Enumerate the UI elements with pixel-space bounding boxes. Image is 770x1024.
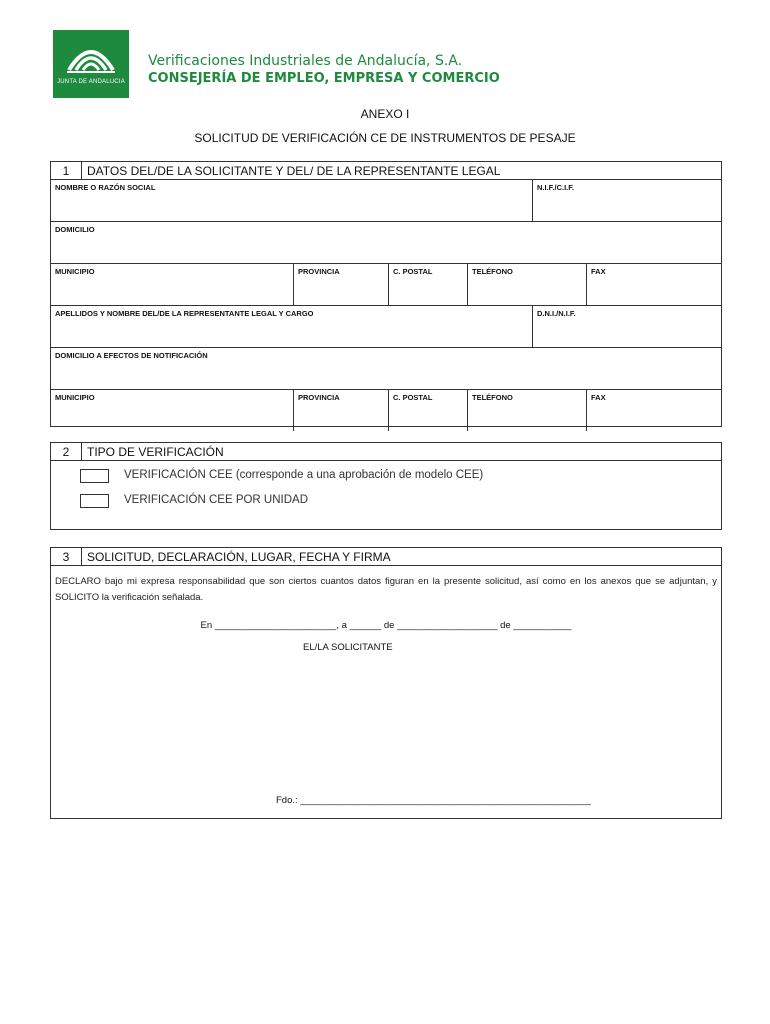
nif-field[interactable] <box>532 180 722 221</box>
annex-label: ANEXO I <box>360 107 410 121</box>
declaration-text: DECLARO bajo mi expresa responsabilidad que son ciertos cuantos datos figuran en la presente solicitud, así como en los anexos que se adjuntan, y SOLICITO la verificación señalada. <box>55 576 717 603</box>
section-title: TIPO DE VERIFICACIÓN <box>87 445 224 459</box>
ministry-name: CONSEJERÍA DE EMPLEO, EMPRESA Y COMERCIO <box>148 71 500 86</box>
field-label: FAX <box>591 267 606 276</box>
field-label: C. POSTAL <box>393 267 433 276</box>
form-row <box>51 306 721 348</box>
form-row <box>51 222 721 264</box>
section-number: 3 <box>51 548 82 565</box>
representative-field[interactable] <box>51 306 532 347</box>
phone-field-2[interactable] <box>467 390 586 431</box>
field-label: TELÉFONO <box>472 393 513 402</box>
field-label: MUNICIPIO <box>55 267 95 276</box>
fax-field[interactable] <box>586 264 721 305</box>
section-title: DATOS DEL/DE LA SOLICITANTE Y DEL/ DE LA REPRESENTANTE LEGAL <box>87 164 501 178</box>
section-1-applicant-data <box>50 161 722 427</box>
section-title: SOLICITUD, DECLARACIÓN, LUGAR, FECHA Y FIRMA <box>87 550 391 564</box>
field-label: MUNICIPIO <box>55 393 95 402</box>
municipality-field[interactable] <box>51 264 293 305</box>
address-field[interactable] <box>51 222 721 263</box>
section-number: 1 <box>51 162 82 179</box>
name-field[interactable] <box>51 180 532 221</box>
field-label: C. POSTAL <box>393 393 433 402</box>
form-row <box>51 264 721 306</box>
field-label: NOMBRE O RAZÓN SOCIAL <box>55 183 156 192</box>
form-row <box>51 348 721 390</box>
field-label: PROVINCIA <box>298 267 340 276</box>
section-2-verification-type <box>50 442 722 530</box>
phone-field[interactable] <box>467 264 586 305</box>
section-number: 2 <box>51 443 82 460</box>
logo-text: JUNTA DE ANDALUCIA <box>57 79 125 85</box>
form-row <box>51 180 721 222</box>
section-1-header <box>51 162 721 180</box>
postal-code-field[interactable] <box>388 264 467 305</box>
field-label: DOMICILIO <box>55 225 95 234</box>
province-field[interactable] <box>293 264 388 305</box>
junta-de-andalucia-logo <box>53 30 129 98</box>
field-label: FAX <box>591 393 606 402</box>
organization-name: Verificaciones Industriales de Andalucía, S.A. <box>148 53 463 69</box>
option-label: VERIFICACIÓN CEE (corresponde a una aprobación de modelo CEE) <box>124 469 484 481</box>
field-label: DOMICILIO A EFECTOS DE NOTIFICACIÓN <box>55 351 208 360</box>
notification-address-field[interactable] <box>51 348 721 389</box>
fax-field-2[interactable] <box>586 390 721 431</box>
municipality-field-2[interactable] <box>51 390 293 431</box>
document-title: SOLICITUD DE VERIFICACIÓN CE DE INSTRUMENTOS DE PESAJE <box>194 131 576 145</box>
place-date-line[interactable]: En _______________________, a ______ de ___________________ de ___________ <box>200 620 572 631</box>
logo-arches-icon <box>53 30 129 80</box>
section-3-header <box>51 548 721 566</box>
field-label: D.N.I./N.I.F. <box>537 309 576 318</box>
field-label: TELÉFONO <box>472 267 513 276</box>
province-field-2[interactable] <box>293 390 388 431</box>
signer-label: EL/LA SOLICITANTE <box>303 642 393 653</box>
form-row <box>51 390 721 431</box>
field-label: PROVINCIA <box>298 393 340 402</box>
checkbox[interactable] <box>80 494 109 508</box>
signature-line[interactable]: Fdo.: _______________________________________________________ <box>276 795 591 806</box>
field-label: N.I.F./C.I.F. <box>537 183 575 192</box>
section-2-header <box>51 443 721 461</box>
postal-code-field-2[interactable] <box>388 390 467 431</box>
checkbox[interactable] <box>80 469 109 483</box>
option-label: VERIFICACIÓN CEE POR UNIDAD <box>124 494 309 506</box>
field-label: APELLIDOS Y NOMBRE DEL/DE LA REPRESENTANTE LEGAL Y CARGO <box>55 309 314 318</box>
dni-field[interactable] <box>532 306 722 347</box>
section-3-declaration <box>50 547 722 819</box>
